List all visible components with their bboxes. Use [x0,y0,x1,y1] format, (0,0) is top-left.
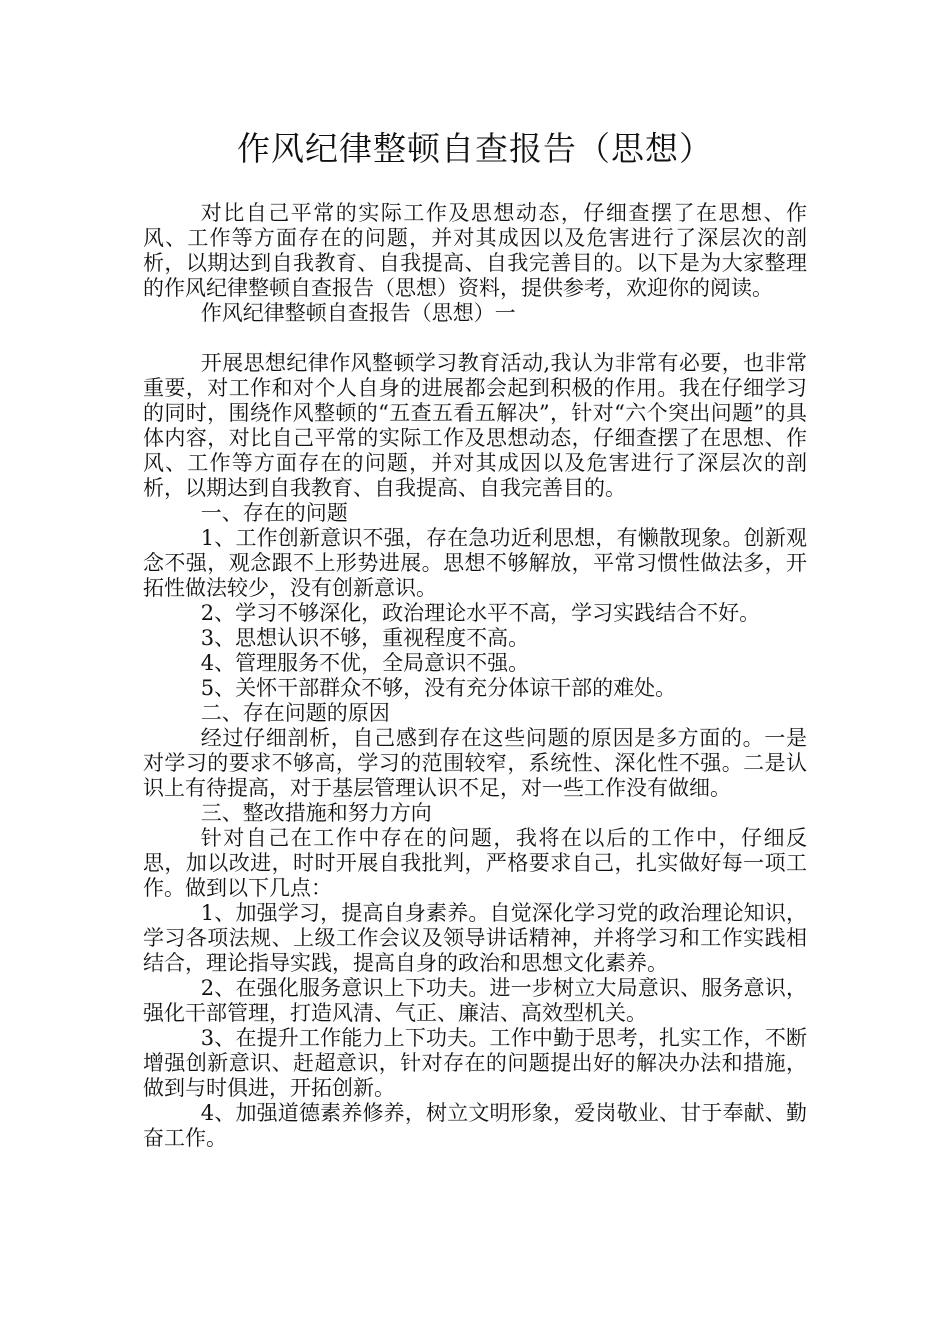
list-item: 2、在强化服务意识上下功夫。进一步树立大局意识、服务意识，强化干部管理，打造风清、气正、廉洁、高效型机关。 [143,976,807,1025]
document-body [143,201,807,1151]
list-item: 3、思想认识不够，重视程度不高。 [200,626,530,650]
document-title: 作风纪律整顿自查报告（思想） [237,129,713,168]
section-heading: 二、存在问题的原因 [200,701,390,725]
section-heading-report-one: 作风纪律整顿自查报告（思想）一 [200,301,516,325]
body-paragraph: 开展思想纪律作风整顿学习教育活动,我认为非常有必要，也非常重要，对工作和对个人自身的进展都会起到积极的作用。我在仔细学习的同时，围绕作风整顿的“五查五看五解决”，针对“六个突出问题”的具体内容，对比自己平常的实际工作及思想动态，仔细查摆了在思想、作风、工作等方面存在的问题，并对其成因以及危害进行了深层次的剖析，以期达到自我教育、自我提高、自我完善目的。 [143,351,807,500]
list-item: 1、加强学习，提高自身素养。自觉深化学习党的政治理论知识，学习各项法规、上级工作会议及领导讲话精神，并将学习和工作实践相结合，理论指导实践，提高自身的政治和思想文化素养。 [143,901,807,975]
list-item: 4、管理服务不优，全局意识不强。 [200,651,530,675]
blank-line [143,326,807,351]
list-item: 2、学习不够深化，政治理论水平不高，学习实践结合不好。 [200,601,761,625]
list-item: 4、加强道德素养修养，树立文明形象，爱岗敬业、甘于奉献、勤奋工作。 [143,1101,807,1150]
intro-paragraph: 对比自己平常的实际工作及思想动态，仔细查摆了在思想、作风、工作等方面存在的问题，并对其成因以及危害进行了深层次的剖析，以期达到自我教育、自我提高、自我完善目的。以下是为大家整理的作风纪律整顿自查报告（思想）资料，提供参考，欢迎你的阅读。 [143,201,807,300]
list-item: 1、工作创新意识不强，存在急功近利思想，有懒散现象。创新观念不强，观念跟不上形势进展。思想不够解放，平常习惯性做法多，开拓性做法较少，没有创新意识。 [143,526,807,600]
body-paragraph: 针对自己在工作中存在的问题，我将在以后的工作中，仔细反思，加以改进，时时开展自我批判，严格要求自己，扎实做好每一项工作。做到以下几点： [143,826,807,900]
section-heading: 一、存在的问题 [200,501,348,525]
list-item: 3、在提升工作能力上下功夫。工作中勤于思考，扎实工作，不断增强创新意识、赶超意识，针对存在的问题提出好的解决办法和措施，做到与时俱进，开拓创新。 [143,1026,807,1100]
section-heading: 三、整改措施和努力方向 [200,801,432,825]
body-paragraph: 经过仔细剖析，自己感到存在这些问题的原因是多方面的。一是对学习的要求不够高，学习的范围较窄，系统性、深化性不强。二是认识上有待提高，对于基层管理认识不足，对一些工作没有做细。 [143,726,807,800]
list-item: 5、关怀干部群众不够，没有充分体谅干部的难处。 [200,676,677,700]
